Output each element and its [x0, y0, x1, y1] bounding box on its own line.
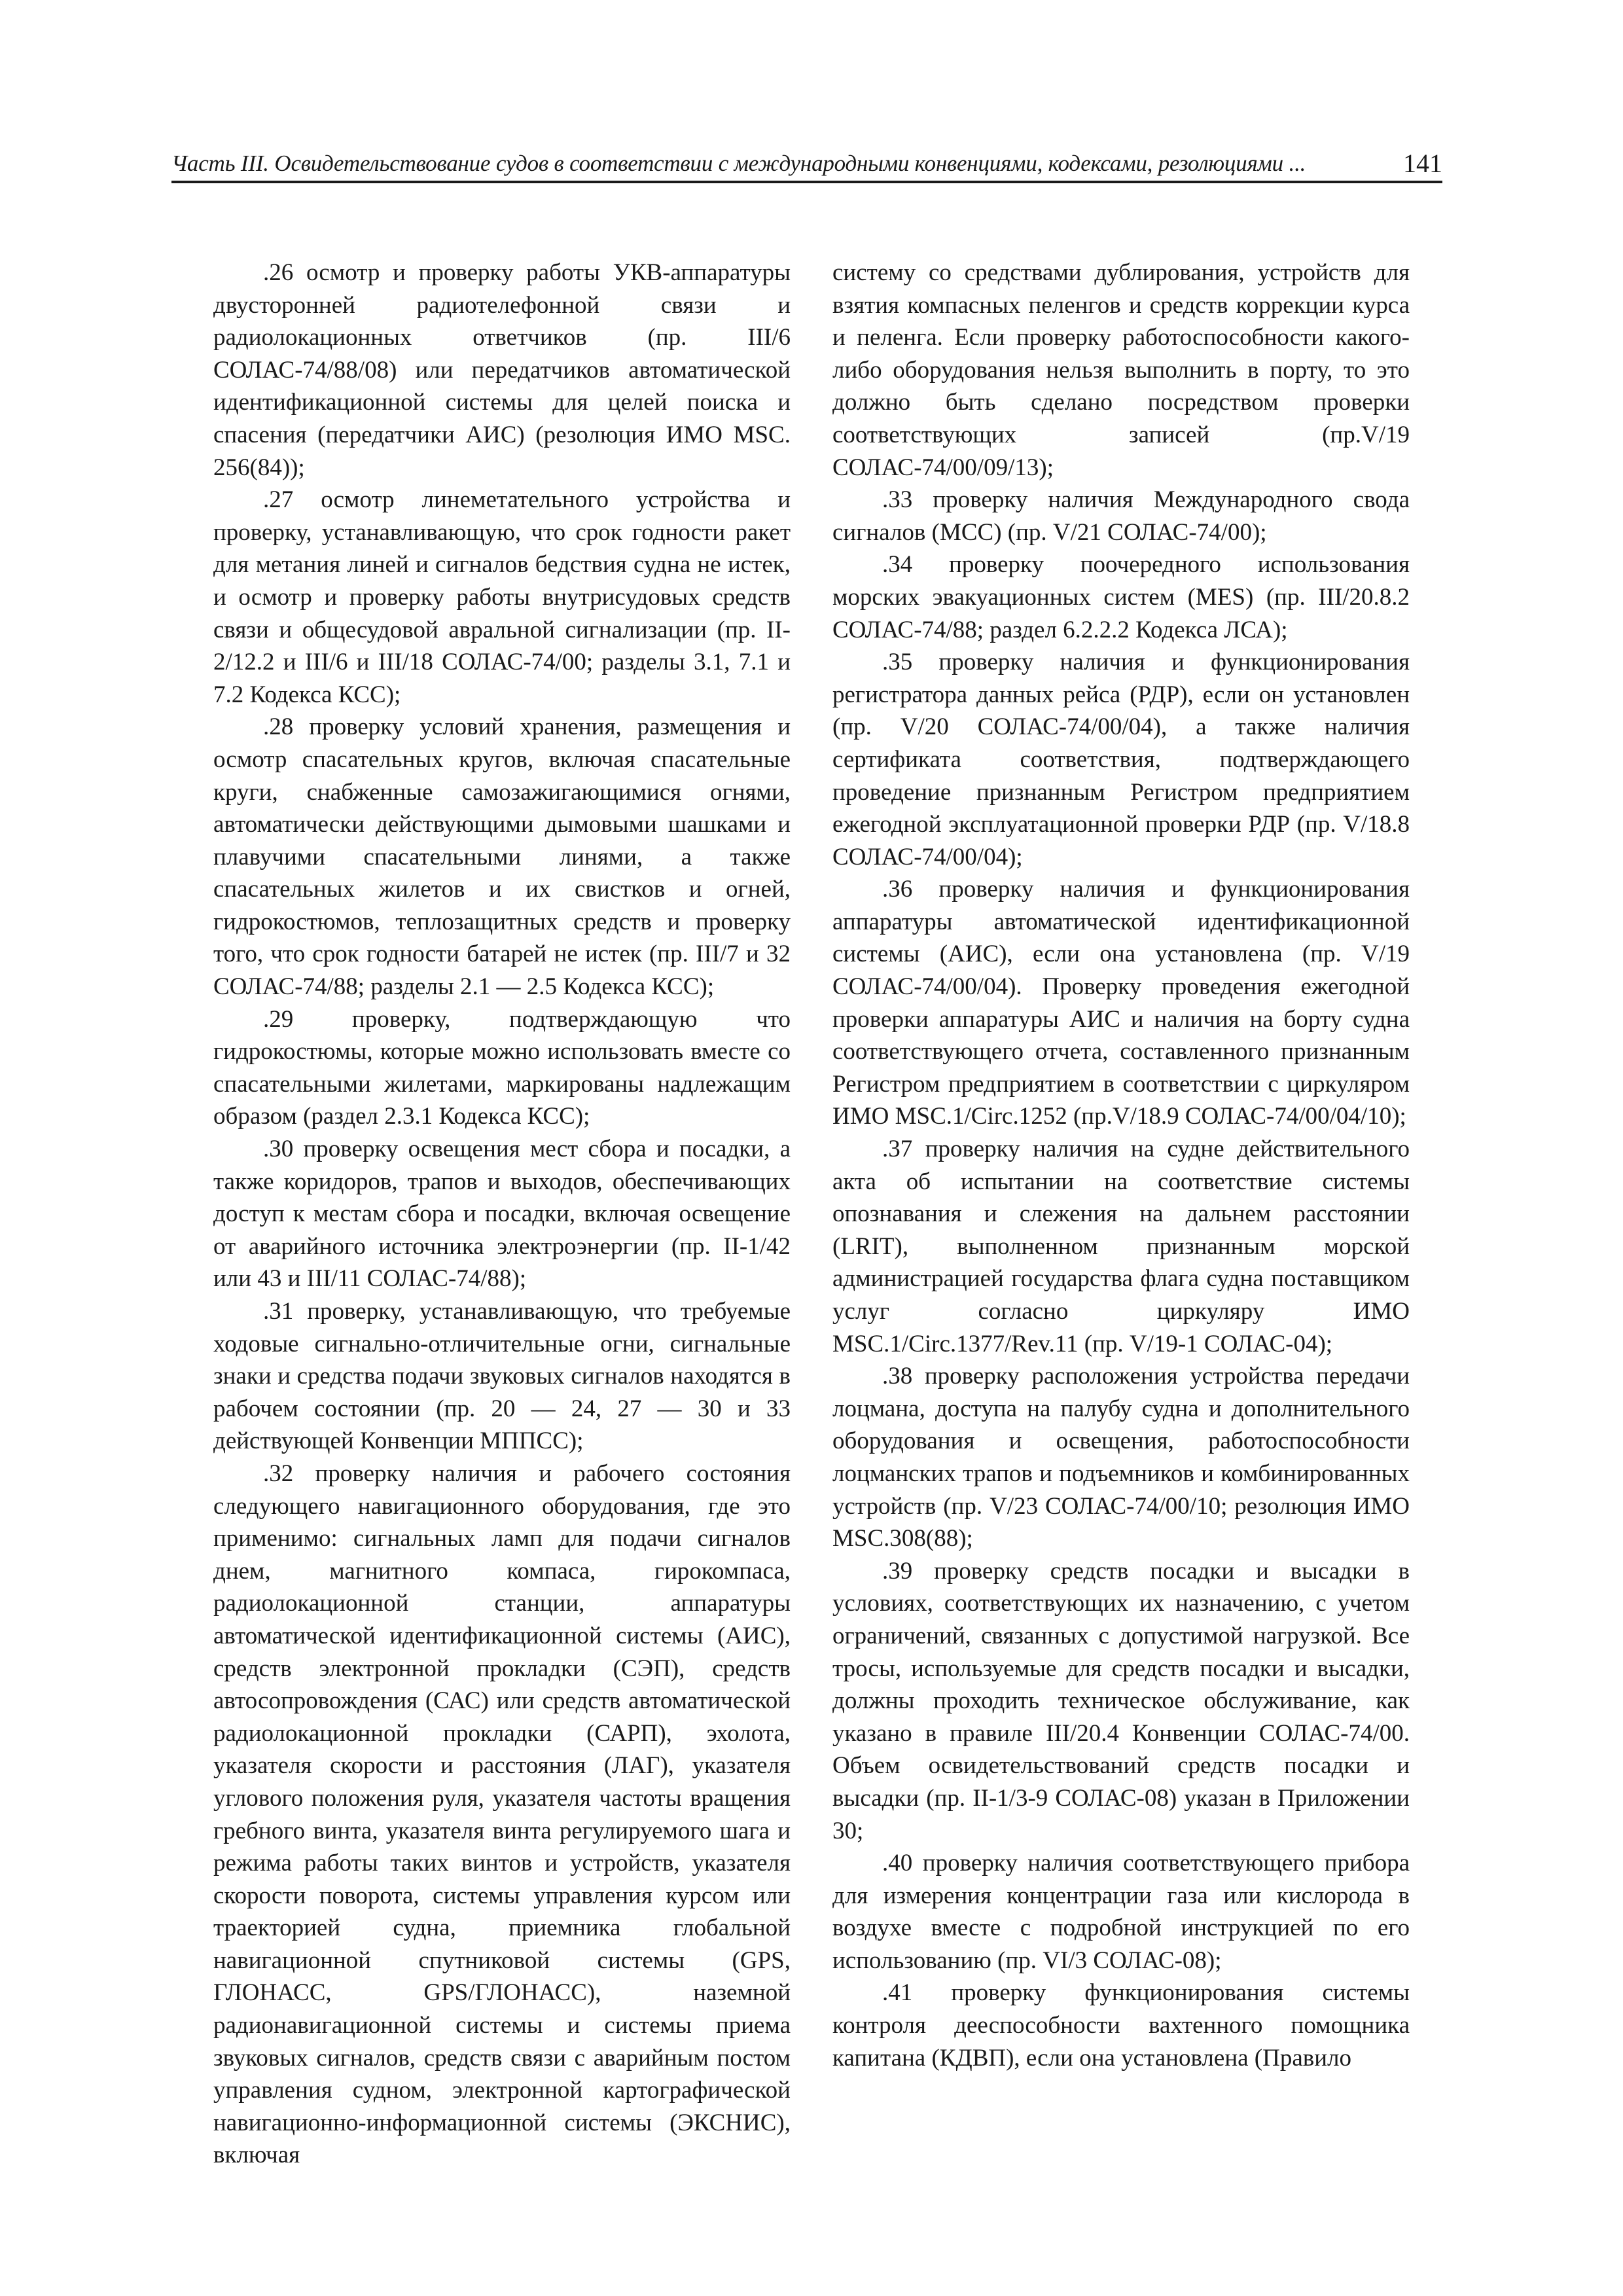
paragraph-30: .30 проверку освещения мест сбора и посадки, а также коридоров, трапов и выходов, обеспечивающих доступ к местам сбора и посадки, включая освещение от аварийного источника электроэнергии (пр. II-1/42 или 43 и III/11 СОЛАС-74/88);: [213, 1136, 791, 1293]
paragraph-39: .39 проверку средств посадки и высадки в условиях, соответствующих их назначению, с учетом ограничений, связанных с допустимой нагрузкой. Все тросы, используемые для средств посадки и высадки, должны проходить техническое обслуживание, как указано в правиле III/20.4 Конвенции СОЛАС-74/00. Объем освидетельствований средств посадки и высадки (пр. II-1/3-9 СОЛАС-08) указан в Приложении 30;: [832, 1557, 1410, 1844]
paragraph-27: .27 осмотр линеметательного устройства и проверку, устанавливающую, что срок годности ракет для метания линей и сигналов бедствия судна не истек, и осмотр и проверку работы внутрисудовых средств связи и общесудовой авральной сигнализации (пр. II-2/12.2 и III/6 и III/18 СОЛАС-74/00; разделы 3.1, 7.1 и 7.2 Кодекса КСС);: [213, 486, 791, 708]
paragraph-36: .36 проверку наличия и функционирования аппаратуры автоматической идентификационной системы (АИС), если она установлена (пр. V/19 СОЛАС-74/00/04). Проверку проведения ежегодной проверки аппаратуры АИС и наличия на борту судна соответствующего отчета, составленного признанным Регистром предприятием в соответствии с циркуляром ИМО MSC.1/Circ.1252 (пр.V/18.9 СОЛАС-74/00/04/10);: [832, 876, 1410, 1130]
paragraph-29: .29 проверку, подтверждающую что гидрокостюмы, которые можно использовать вместе со спасательными жилетами, маркированы надлежащим образом (раздел 2.3.1 Кодекса КСС);: [213, 1005, 791, 1130]
paragraph-40: .40 проверку наличия соответствующего прибора для измерения концентрации газа или кислорода в воздухе вместе с подробной инструкцией по его использованию (пр. VI/3 СОЛАС-08);: [832, 1850, 1410, 1974]
page-number: 141: [1403, 149, 1442, 178]
right-column: [832, 257, 1410, 2074]
paragraph-32: .32 проверку наличия и рабочего состояния следующего навигационного оборудования, где это применимо: сигнальных ламп для подачи сигналов днем, магнитного компаса, гирокомпаса, радиолокационной станции, аппаратуры автоматической идентификационной системы (АИС), средств электронной прокладки (СЭП), средств автосопровождения (САС) или средств автоматической радиолокационной прокладки (САРП), эхолота, указателя скорости и расстояния (ЛАГ), указателя углового положения руля, указателя частоты вращения гребного винта, указателя винта регулируемого шага и режима работы таких винтов и устройств, указателя скорости поворота, системы управления курсом или траекторией судна, приемника глобальной навигационной спутниковой системы (GPS, ГЛОНАСС, GPS/ГЛОНАСС), наземной радионавигационной системы и системы приема звуковых сигналов, средств связи с аварийным постом управления судном, электронной картографической навигационно-информационной системы (ЭКСНИС), включая: [213, 1460, 791, 2169]
page-header: [171, 139, 1442, 178]
paragraph-26: .26 осмотр и проверку работы УКВ-аппаратуры двусторонней радиотелефонной связи и радиолокационных ответчиков (пр. III/6 СОЛАС-74/88/08) или передатчиков автоматической идентификационной системы для целей поиска и спасения (передатчики АИС) (резолюция ИМО MSC. 256(84));: [213, 259, 791, 481]
paragraph-38: .38 проверку расположения устройства передачи лоцмана, доступа на палубу судна и дополнительного оборудования и освещения, работоспособности лоцманских трапов и подъемников и комбинированных устройств (пр. V/23 СОЛАС-74/00/10; резолюция ИМО MSC.308(88);: [832, 1363, 1410, 1552]
header-rule: [171, 181, 1442, 183]
paragraph-33: .33 проверку наличия Международного свода сигналов (МСС) (пр. V/21 СОЛАС-74/00);: [832, 486, 1410, 546]
left-column: [213, 257, 791, 2172]
paragraph-41: .41 проверку функционирования системы контроля дееспособности вахтенного помощника капитана (КДВП), если она установлена (Правило: [832, 1979, 1410, 2072]
paragraph-31: .31 проверку, устанавливающую, что требуемые ходовые сигнально-отличительные огни, сигнальные знаки и средства подачи звуковых сигналов находятся в рабочем состоянии (пр. 20 — 24, 27 — 30 и 33 действующей Конвенции МППСС);: [213, 1298, 791, 1455]
header-title: Часть III. Освидетельствование судов в соответствии с международными конвенциями, кодексами, резолюциями ...: [171, 151, 1306, 176]
paragraph-32-continued: систему со средствами дублирования, устройств для взятия компасных пеленгов и средств коррекции курса и пеленга. Если проверку работоспособности какого-либо оборудования нельзя выполнить в порту, то это должно быть сделано посредством проверки соответствующих записей (пр.V/19 СОЛАС-74/00/09/13);: [832, 259, 1410, 481]
paragraph-28: .28 проверку условий хранения, размещения и осмотр спасательных кругов, включая спасательные круги, снабженные самозажигающимися огнями, автоматически действующими дымовыми шашками и плавучими спасательными линями, а также спасательных жилетов и их свистков и огней, гидрокостюмов, теплозащитных средств и проверку того, что срок годности батарей не истек (пр. III/7 и 32 СОЛАС-74/88; разделы 2.1 — 2.5 Кодекса КСС);: [213, 713, 791, 1001]
paragraph-35: .35 проверку наличия и функционирования регистратора данных рейса (РДР), если он установлен (пр. V/20 СОЛАС-74/00/04), а также наличия сертификата соответствия, подтверждающего проведение признанным Регистром предприятием ежегодной эксплуатационной проверки РДР (пр. V/18.8 СОЛАС-74/00/04);: [832, 649, 1410, 870]
paragraph-34: .34 проверку поочередного использования морских эвакуационных систем (MES) (пр. III/20.8.2 СОЛАС-74/88; раздел 6.2.2.2 Кодекса ЛСА);: [832, 551, 1410, 643]
paragraph-37: .37 проверку наличия на судне действительного акта об испытании на соответствие системы опознавания и слежения на дальнем расстоянии (LRIT), выполненном признанным морской администрацией государства флага судна поставщиком услуг согласно циркуляру ИМО MSC.1/Circ.1377/Rev.11 (пр. V/19-1 СОЛАС-04);: [832, 1136, 1410, 1357]
